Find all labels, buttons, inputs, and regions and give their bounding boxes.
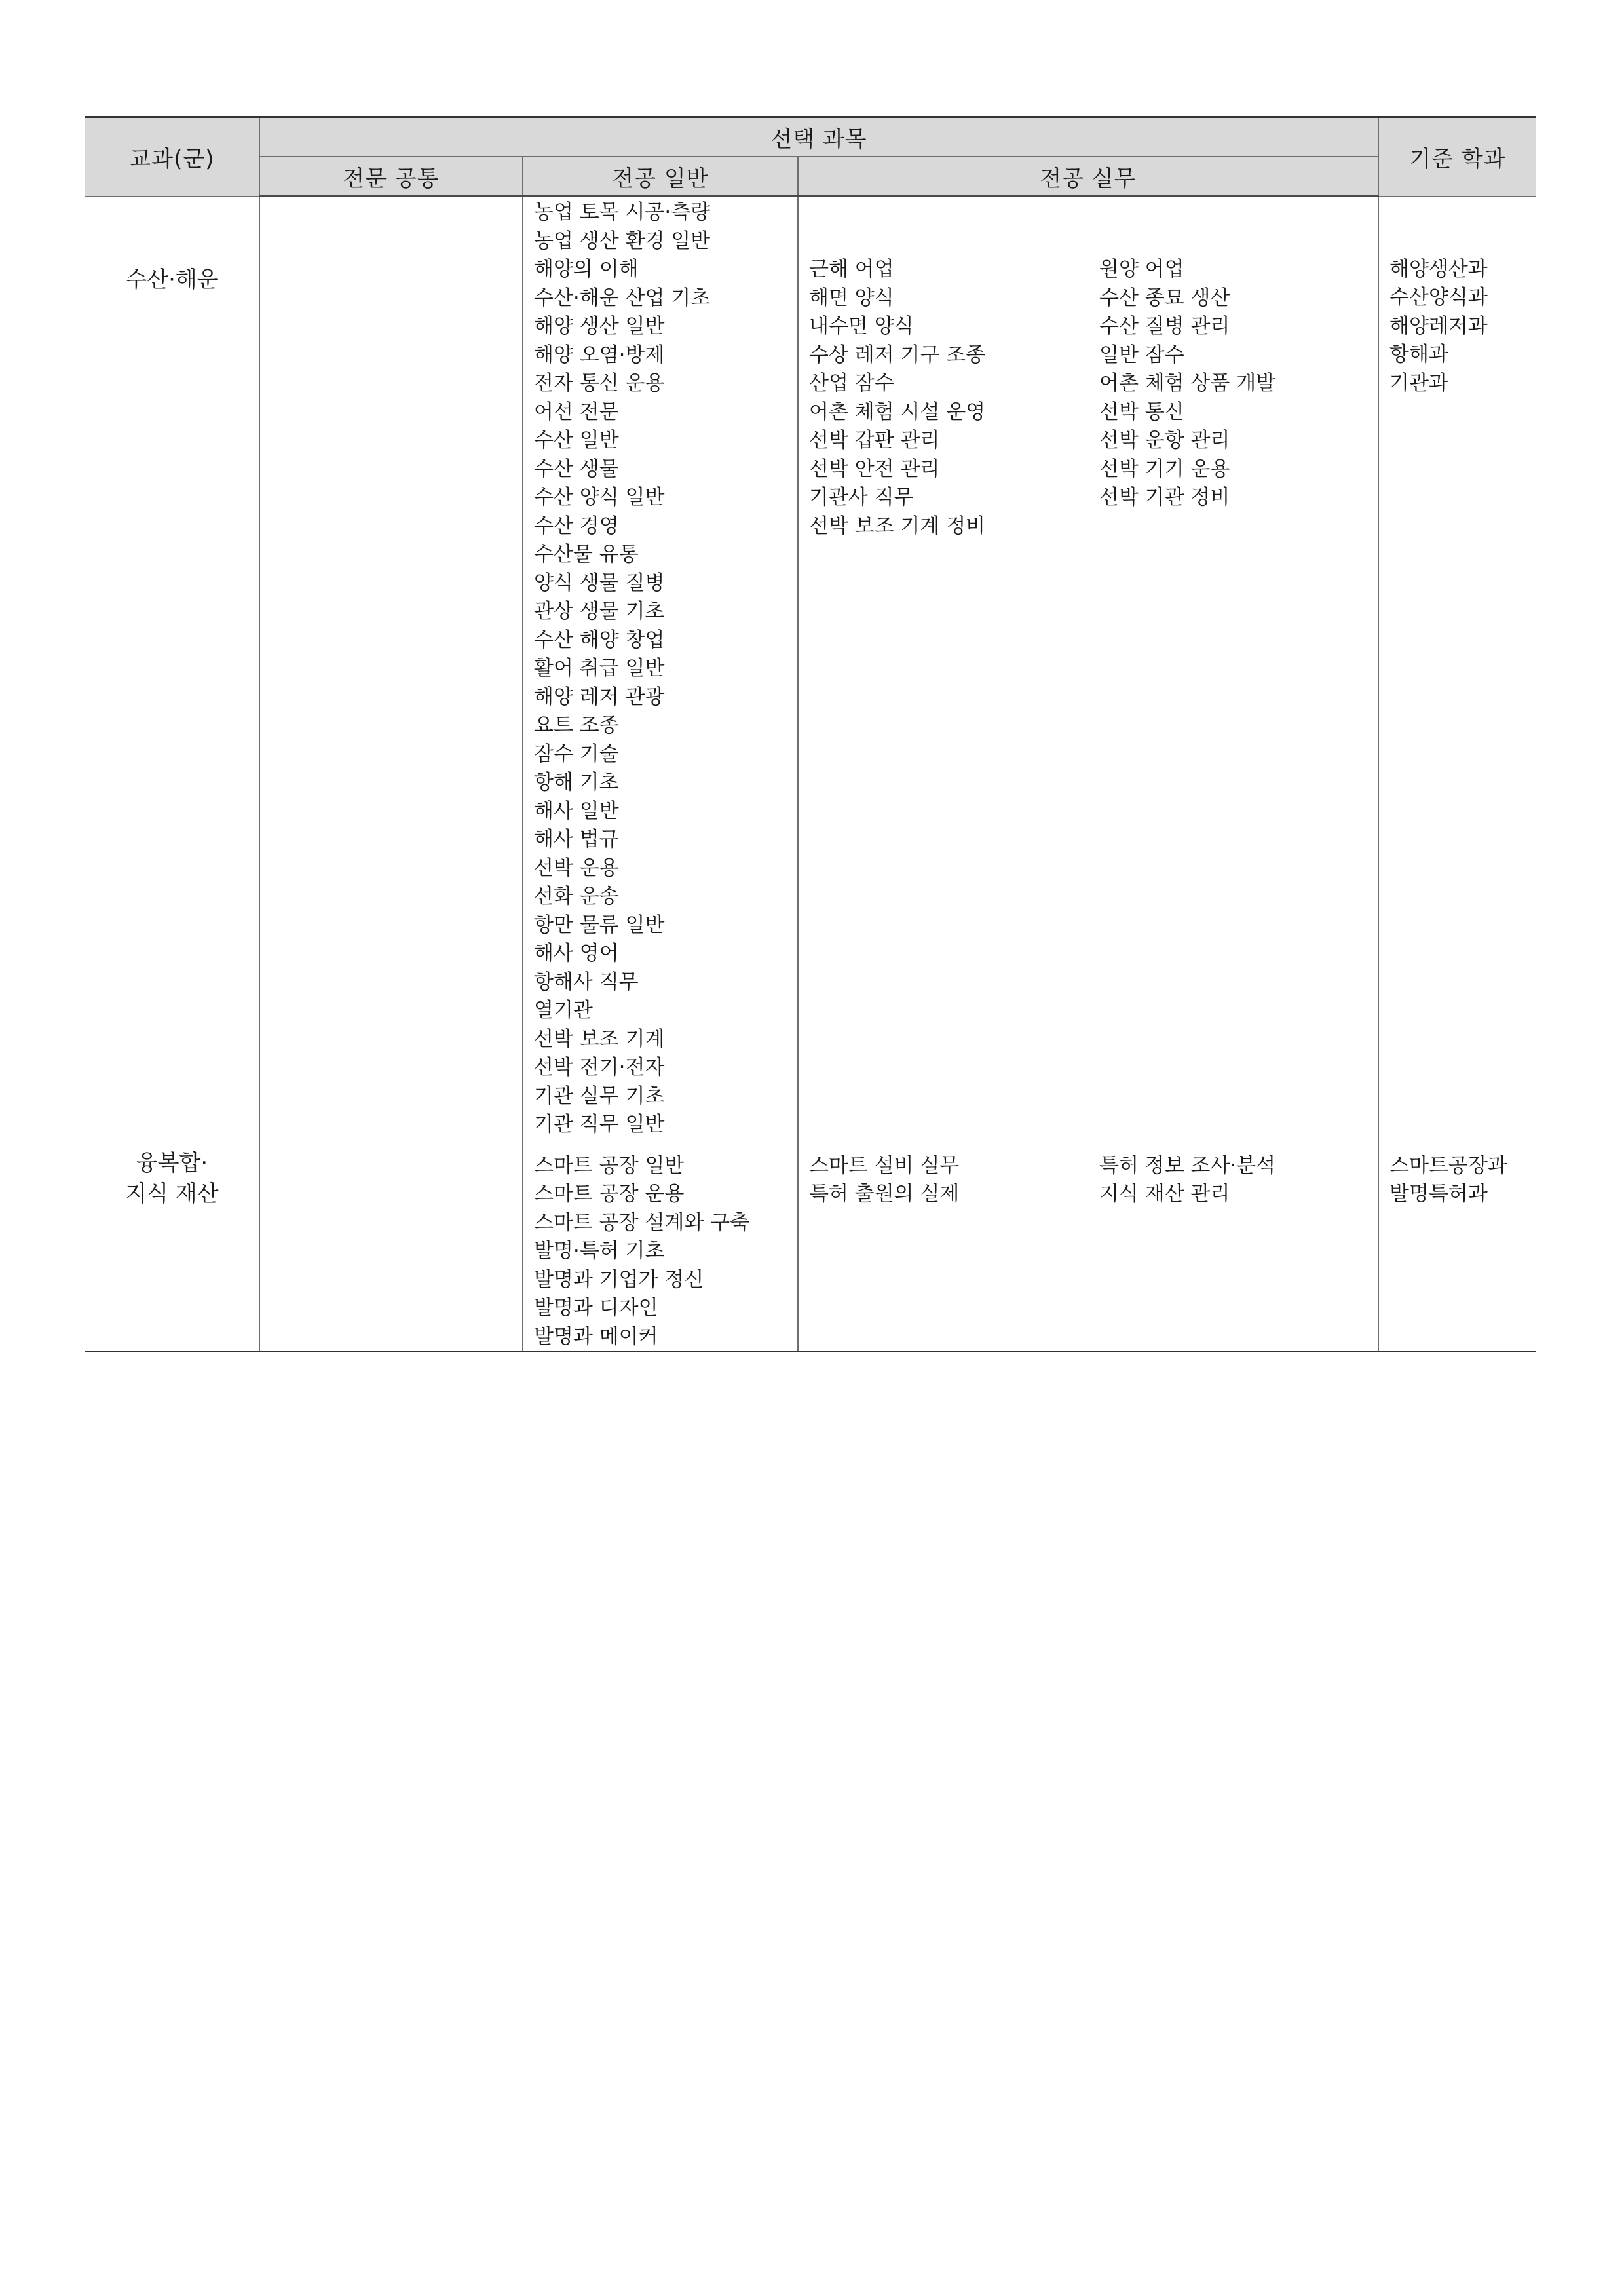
- header-general: 전공 일반: [523, 157, 798, 197]
- list-item: 선박 전기·전자: [534, 1056, 665, 1079]
- practice-grid-section-1: [799, 1152, 1378, 1209]
- list-item: 해양 오염·방제: [534, 343, 665, 367]
- list-item: 선박 기기 운용: [1099, 457, 1230, 481]
- category-label: 수산·해운: [125, 266, 219, 293]
- list-item: 스마트 설비 실무: [809, 1153, 960, 1177]
- department-cell: [1378, 197, 1536, 1352]
- list-item: 어선 전문: [534, 400, 619, 424]
- list-item: 해양레저과: [1389, 314, 1488, 338]
- list-item: 선박 통신: [1099, 400, 1184, 424]
- practice-grid-section-0: [799, 256, 1378, 541]
- list-item: 기관사 직무: [809, 486, 914, 509]
- list-item: 어촌 체험 시설 운영: [809, 400, 986, 424]
- list-item: 전자 통신 운용: [534, 372, 665, 395]
- list-item: 수산물 유통: [534, 543, 639, 566]
- list-item: 선화 운송: [534, 885, 619, 908]
- curriculum-table: [85, 116, 1536, 1352]
- list-item: 해양 레저 관광: [534, 685, 665, 709]
- common-cell: [259, 197, 523, 1352]
- category-label: 지식 재산: [125, 1180, 219, 1207]
- list-item: 수산 종묘 생산: [1099, 286, 1230, 310]
- list-item: 스마트공장과: [1389, 1153, 1507, 1177]
- list-item: 항해과: [1389, 343, 1448, 366]
- list-item: 해사 영어: [534, 942, 619, 965]
- department-list-section-1: [1379, 1152, 1536, 1209]
- list-item: 산업 잠수: [809, 372, 894, 395]
- general-list-section-1: [523, 1152, 797, 1352]
- list-item: 수산 질병 관리: [1099, 315, 1230, 338]
- list-item: 요트 조종: [534, 714, 619, 737]
- list-item: 수상 레저 기구 조종: [809, 343, 986, 367]
- category-section-0: [85, 197, 259, 296]
- header-category: 교과(군): [85, 117, 259, 197]
- list-item: 수산 경영: [534, 514, 619, 538]
- list-item: 스마트 공장 일반: [534, 1153, 685, 1177]
- list-item: 내수면 양식: [809, 315, 914, 338]
- list-item: 발명과 메이커: [534, 1324, 658, 1349]
- list-item: 선박 운용: [534, 856, 619, 880]
- list-item: 항해 기초: [534, 771, 619, 794]
- list-item: 근해 어업: [809, 258, 894, 281]
- list-item: 수산 일반: [534, 429, 619, 452]
- practice-right-section-1: [1089, 1152, 1379, 1209]
- list-item: 원양 어업: [1099, 258, 1184, 281]
- practice-left-section-1: [799, 1152, 1089, 1209]
- category-label: 융복합·: [136, 1149, 208, 1176]
- list-item: 선박 기관 정비: [1099, 486, 1230, 509]
- list-item: 수산·해운 산업 기초: [534, 286, 711, 310]
- list-item: 해양의 이해: [534, 258, 639, 281]
- list-item: 해사 일반: [534, 799, 619, 823]
- list-item: 발명과 기업가 정신: [534, 1267, 704, 1292]
- list-item: 잠수 기술: [534, 742, 619, 766]
- list-item: 지식 재산 관리: [1099, 1182, 1230, 1206]
- practice-cell: [798, 197, 1378, 1352]
- practice-left-section-0: [799, 256, 1089, 541]
- list-item: 어촌 체험 상품 개발: [1099, 372, 1276, 395]
- list-item: 기관과: [1389, 371, 1448, 395]
- header-common: 전문 공통: [259, 157, 523, 197]
- list-item: 일반 잠수: [1099, 343, 1184, 367]
- list-item: 항만 물류 일반: [534, 913, 665, 937]
- list-item: 해면 양식: [809, 286, 894, 310]
- list-item: 선박 갑판 관리: [809, 429, 940, 452]
- list-item: 수산 양식 일반: [534, 486, 665, 509]
- list-item: 스마트 공장 설계와 구축: [534, 1210, 750, 1234]
- list-item: 선박 보조 기계: [534, 1027, 665, 1051]
- practice-right-section-0: [1089, 256, 1379, 541]
- list-item: 농업 토목 시공·측량: [534, 201, 711, 224]
- list-item: 기관 실무 기초: [534, 1084, 665, 1108]
- general-list-section-0: [523, 256, 797, 1139]
- list-item: 수산 생물: [534, 457, 619, 481]
- list-item: 활어 취급 일반: [534, 657, 665, 680]
- list-item: 농업 생산 환경 일반: [534, 229, 711, 253]
- list-item: 관상 생물 기초: [534, 600, 665, 623]
- list-item: 발명·특허 기초: [534, 1239, 665, 1263]
- list-item: 선박 운항 관리: [1099, 429, 1230, 452]
- list-item: 항해사 직무: [534, 970, 639, 994]
- list-item: 열기관: [534, 999, 593, 1022]
- category-section-1: [85, 1148, 259, 1210]
- list-item: 선박 보조 기계 정비: [809, 514, 986, 538]
- list-item: 해양 생산 일반: [534, 315, 665, 338]
- list-item: 수산 해양 창업: [534, 628, 665, 652]
- general-cell: [523, 197, 798, 1352]
- header-department: 기준 학과: [1378, 117, 1536, 197]
- list-item: 특허 정보 조사·분석: [1099, 1153, 1276, 1177]
- department-list-section-0: [1379, 256, 1536, 398]
- list-item: 스마트 공장 운용: [534, 1182, 685, 1206]
- category-cell: [85, 197, 259, 1352]
- list-item: 수산양식과: [1389, 286, 1488, 309]
- list-item: 해사 법규: [534, 828, 619, 851]
- list-item: 선박 안전 관리: [809, 457, 940, 481]
- list-item: 발명과 디자인: [534, 1296, 658, 1320]
- table-row-body: [85, 197, 1536, 1352]
- list-item: 발명특허과: [1389, 1182, 1488, 1206]
- header-practice: 전공 실무: [798, 157, 1378, 197]
- list-item: 특허 출원의 실제: [809, 1182, 960, 1206]
- list-item: 양식 생물 질병: [534, 571, 665, 595]
- list-item: 기관 직무 일반: [534, 1113, 665, 1136]
- pre-general-list: [523, 197, 797, 256]
- header-elective: 선택 과목: [259, 117, 1378, 157]
- list-item: 해양생산과: [1389, 257, 1488, 281]
